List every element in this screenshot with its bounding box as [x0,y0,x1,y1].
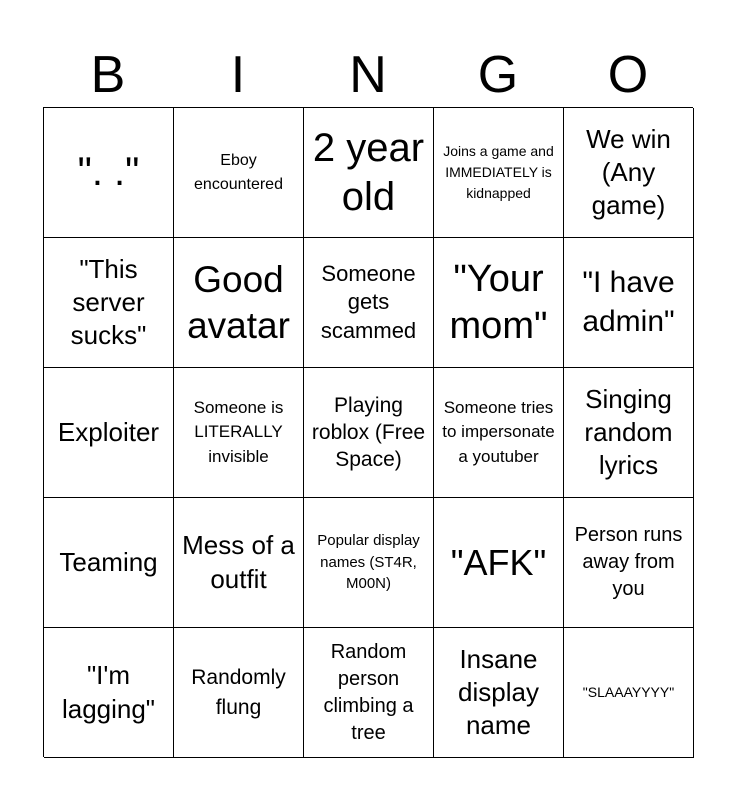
cell-text: Singing random lyrics [584,383,673,481]
bingo-cell[interactable] [304,498,434,628]
bingo-cell[interactable] [174,368,304,498]
bingo-cell[interactable] [174,628,304,758]
cell-text: "SLAAAYYYY" [582,684,675,700]
bingo-cell[interactable] [304,628,434,758]
bingo-cell[interactable] [44,238,174,368]
header-letter-o: O [607,46,649,104]
bingo-cell[interactable] [174,498,304,628]
cell-text: Someone gets scammed [320,260,417,343]
cell-text: ". ." [77,150,140,195]
cell-text: Mess of a outfit [182,530,295,594]
header-letter-g: G [477,46,519,104]
cell-text: Teaming [59,546,158,577]
bingo-cell[interactable] [564,498,694,628]
cell-text: Eboy encountered [194,152,283,193]
cell-text: Playing roblox (Free Space) [311,393,426,472]
header-letter-n: N [349,46,387,104]
cell-text: "Your mom" [449,258,548,347]
bingo-cell[interactable] [44,108,174,238]
cell-text: Person runs away from you [574,524,683,600]
cell-text: Insane display name [458,643,539,741]
bingo-cell[interactable] [434,628,564,758]
bingo-cell[interactable] [564,238,694,368]
cell-text: "AFK" [450,541,547,583]
cell-text: "I have admin" [582,266,675,338]
cell-text: Exploiter [57,416,160,447]
header-letter-i: I [230,46,246,104]
bingo-cell[interactable] [174,108,304,238]
bingo-header [43,44,693,106]
cell-text: Joins a game and IMMEDIATELY is kidnapped [443,143,554,201]
cell-text: "This server sucks" [70,253,147,351]
bingo-cell[interactable] [564,108,694,238]
cell-text: 2 year old [312,125,425,219]
bingo-cell[interactable] [304,238,434,368]
cell-text: "I'm lagging" [61,660,156,724]
bingo-cell[interactable] [44,368,174,498]
cell-text: Someone tries to impersonate a youtuber [442,397,555,466]
cell-text: Randomly flung [191,666,286,719]
cell-text: We win (Any game) [586,123,671,221]
cell-text: Random person climbing a tree [323,640,414,744]
bingo-cell[interactable] [434,498,564,628]
header-letter-b: B [90,46,126,104]
cell-text: Someone is LITERALLY invisible [193,397,284,466]
cell-text: Good avatar [187,259,290,346]
bingo-cell[interactable] [564,368,694,498]
bingo-cell[interactable] [304,368,434,498]
bingo-cell[interactable] [434,238,564,368]
bingo-cell[interactable] [44,628,174,758]
bingo-cell[interactable] [174,238,304,368]
bingo-cell[interactable] [434,108,564,238]
bingo-cell[interactable] [564,628,694,758]
bingo-cell[interactable] [304,108,434,238]
bingo-cell[interactable] [44,498,174,628]
cell-text: Popular display names (ST4R, M00N) [317,531,420,593]
bingo-cell[interactable] [434,368,564,498]
bingo-card-grid [43,107,693,757]
